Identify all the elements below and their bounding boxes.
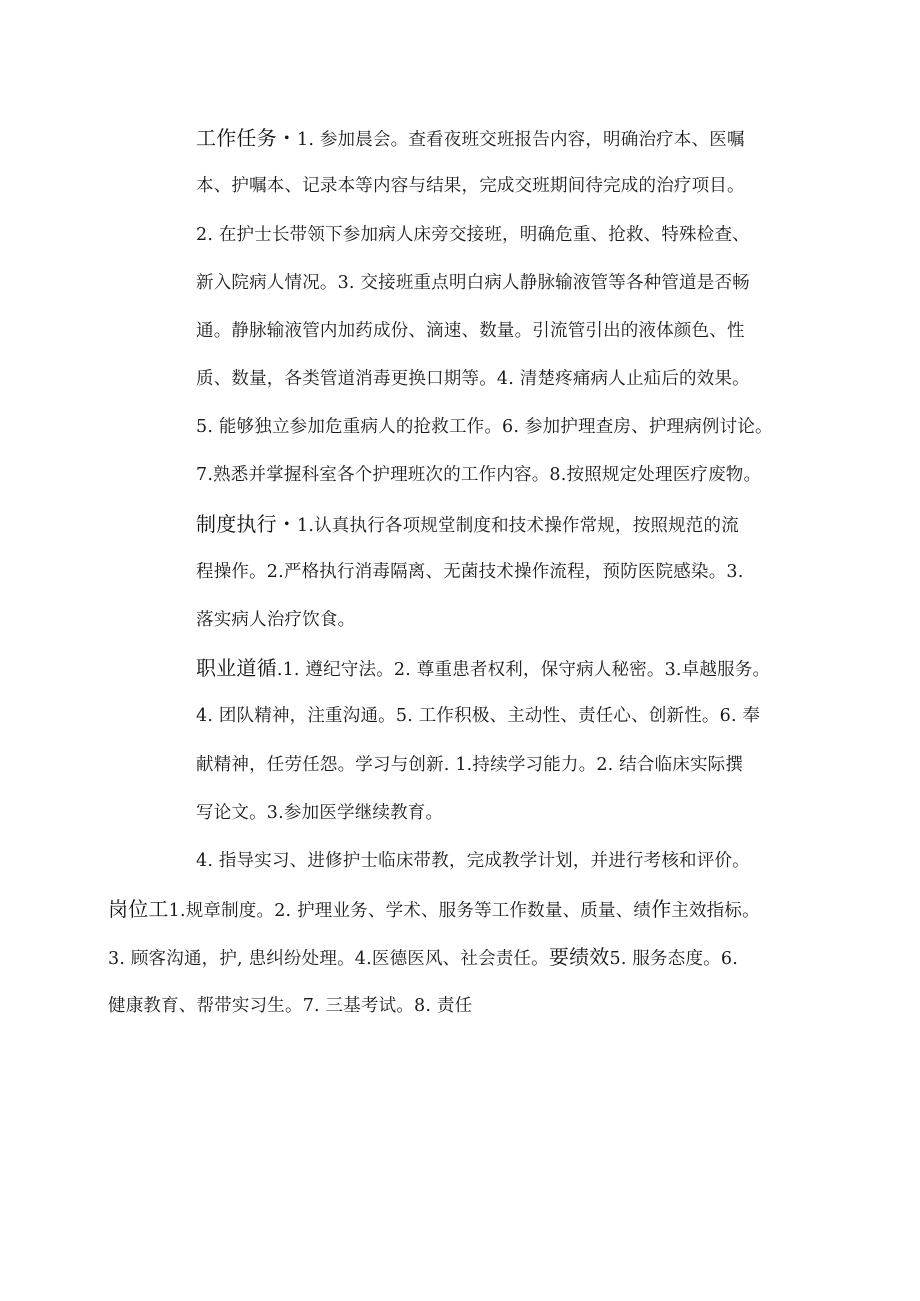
text-line: [196, 753, 743, 777]
text-line: [108, 945, 738, 971]
line-text: 3. 顾客沟通，护, 患纠纷处理。4.医德医风、社会责任。: [108, 949, 549, 969]
section-heading: 岗位工: [108, 897, 169, 921]
text-line: [196, 512, 739, 538]
line-text: 1.规章制度。2. 护理业务、学术、服务等工作数量、质量、绩: [168, 901, 652, 921]
line-text: .1. 遵纪守法。2. 尊重患者权利，保守病人秘密。3.卓越服务。: [276, 660, 771, 680]
line-text: 献精神，任劳任怨。学习与创新. 1.持续学习能力。2. 结合临床实际撰: [196, 755, 744, 775]
line-text: 5. 能够独立参加危重病人的抢救工作。6. 参加护理查房、护理病例讨论。: [196, 417, 773, 437]
line-text: 新入院病人情况。3. 交接班重点明白病人静脉输液管等各种管道是否畅: [196, 273, 750, 293]
line-text: 程操作。2.严格执行消毒隔离、无菌技术操作流程，预防医院感染。3.: [196, 562, 744, 582]
line-text: 4. 团队精神，注重沟通。5. 工作积极、主动性、责任心、创新性。6. 奉: [196, 706, 761, 726]
text-line: [196, 608, 355, 632]
text-line: [108, 897, 760, 923]
line-text: 本、护嘱本、记录本等内容与结果，完成交班期间待完成的治疗项目。: [196, 176, 745, 196]
text-line: [196, 463, 761, 487]
text-line: [196, 367, 750, 391]
text-line: [196, 271, 750, 295]
line-text: 1.认真执行各项规堂制度和技术操作常规，按照规范的流: [297, 516, 739, 536]
line-text: 主效指标。: [671, 901, 760, 921]
line-text: 5. 服务态度。6.: [609, 949, 738, 969]
line-text: 落实病人治疗饮食。: [196, 610, 356, 630]
text-line: [196, 174, 745, 198]
section-heading: 职业道循: [196, 656, 277, 680]
text-line: [196, 319, 745, 343]
section-heading: 制度执行・: [196, 512, 297, 536]
line-text: 7.熟悉并掌握科室各个护理班次的工作内容。8.按照规定处理医疗废物。: [196, 465, 762, 485]
section-heading: 要绩效: [548, 945, 610, 969]
section-heading: 作: [651, 897, 672, 921]
line-text: 健康教育、帮带实习生。7. 三基考试。8. 责任: [108, 996, 473, 1016]
section-heading: 工作任务・: [196, 126, 297, 150]
text-line: [196, 704, 760, 728]
text-line: [196, 560, 744, 584]
text-line: [196, 415, 773, 439]
text-line: [196, 849, 750, 873]
text-line: [108, 994, 472, 1018]
line-text: 通。静脉输液管内加药成份、滴速、数量。引流管引出的液体颜色、性: [196, 321, 745, 341]
line-text: 写论文。3.参加医学继续教育。: [196, 803, 444, 823]
line-text: 4. 指导实习、进修护士临床带教，完成教学计划，并进行考核和评价。: [196, 851, 750, 871]
text-line: [196, 801, 443, 825]
line-text: 2. 在护士长带领下参加病人床旁交接班，明确危重、抢救、特殊检查、: [196, 225, 750, 245]
text-line: [196, 223, 750, 247]
line-text: 1. 参加晨会。查看夜班交班报告内容，明确治疗本、医嘱: [297, 130, 745, 150]
text-line: [196, 126, 745, 152]
line-text: 质、数量，各类管道消毒更换口期等。4. 清楚疼痛病人止疝后的效果。: [196, 369, 750, 389]
text-line: [196, 656, 770, 682]
